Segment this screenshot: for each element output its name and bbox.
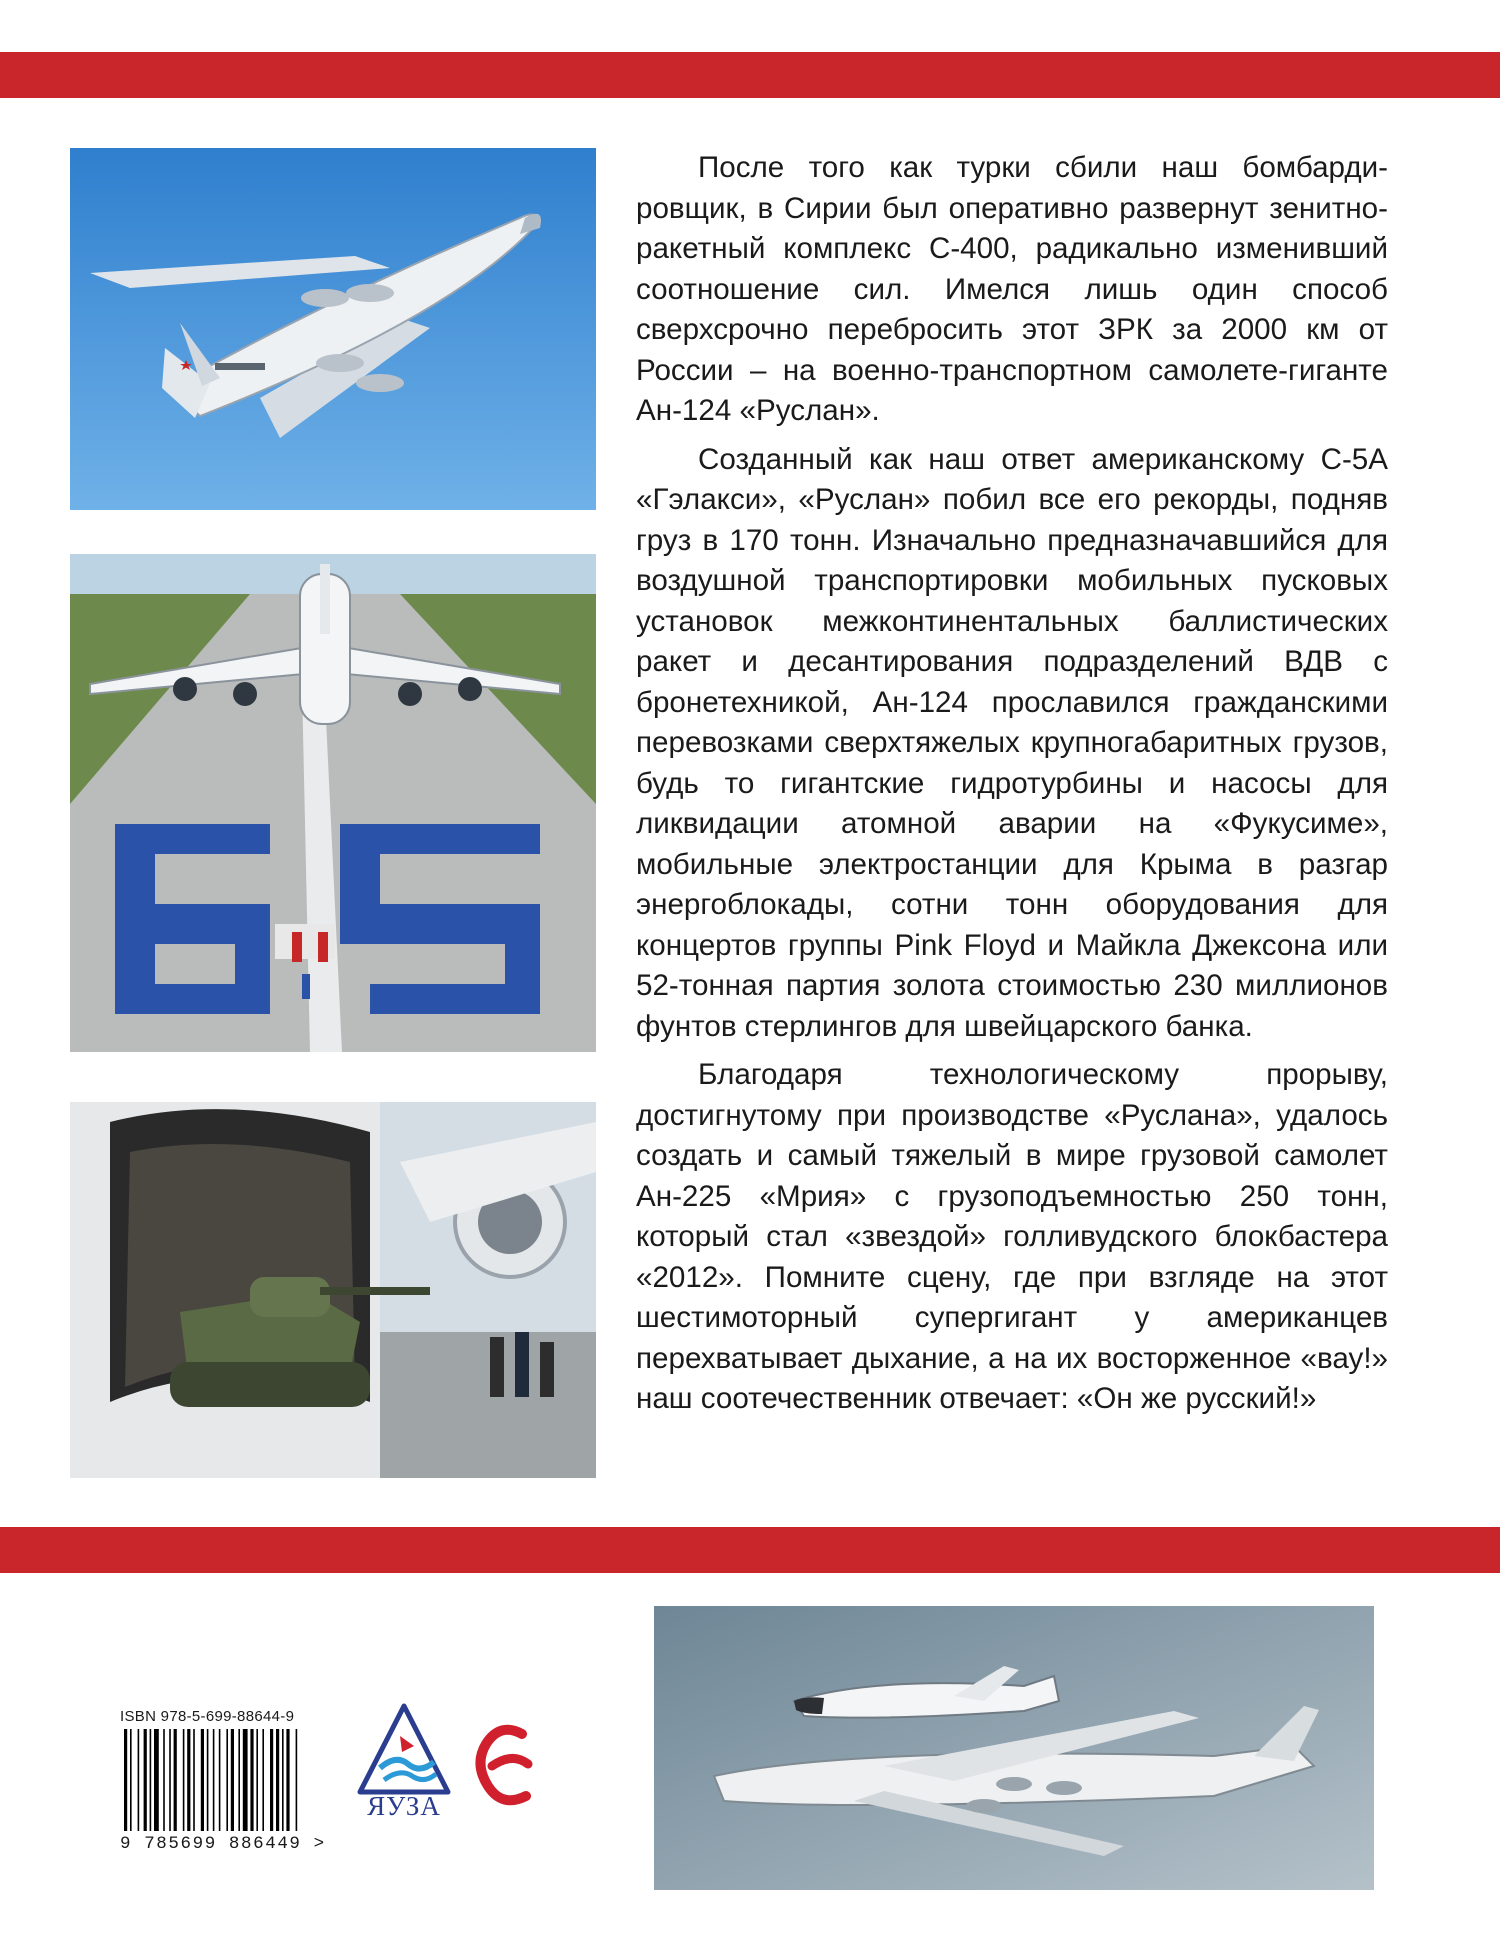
- barcode-bar: [256, 1729, 258, 1831]
- barcode-bar: [201, 1729, 204, 1831]
- paragraph-1: После того как турки сбили наш бомбардировщик, в Сирии был оперативно развернут зенитно-ракетный комплекс С-400, радикально изменивший соотношение сил. Имелся лишь один способ сверхсрочно перебросить этот ЗРК за 2000 км от России – на военно-транспортном самолете-гиганте Ан-124 «Руслан».: [636, 151, 1388, 427]
- barcode-bar: [262, 1729, 264, 1831]
- barcode-bar: [238, 1729, 240, 1831]
- bottom-red-band: [0, 1527, 1500, 1573]
- barcode-bar: [231, 1729, 234, 1831]
- barcode-bar: [213, 1729, 215, 1831]
- barcode-bar: [150, 1729, 152, 1831]
- barcode-bar: [276, 1729, 279, 1831]
- isbn-block: [120, 1708, 326, 1854]
- barcode-bar: [183, 1729, 185, 1831]
- barcode-bar: [226, 1729, 228, 1831]
- barcode-bar: [154, 1729, 159, 1831]
- top-red-band: [0, 52, 1500, 98]
- barcode-bar: [124, 1729, 127, 1831]
- barcode-bar: [144, 1729, 147, 1831]
- eksmo-logo-icon: [472, 1716, 538, 1816]
- barcode-bar: [174, 1729, 177, 1831]
- barcode-bar: [130, 1729, 132, 1831]
- tank-loading-photo: [70, 1102, 596, 1478]
- barcode-bar: [282, 1729, 284, 1831]
- barcode-bar: [296, 1729, 298, 1831]
- barcode-bar: [270, 1729, 273, 1831]
- yauza-logo-text: ЯУЗА: [367, 1791, 441, 1821]
- barcode-bar: [169, 1729, 171, 1831]
- barcode-bar: [193, 1729, 195, 1831]
- yauza-emblem-icon: [356, 1702, 452, 1798]
- paragraph-2: Созданный как наш ответ американскому С-5А «Гэлакси», «Руслан» побил все его рекорды, подняв груз в 170 тонн. Изначально предназначавшийся для воздушной транспортировки мобильных пусковых установок межконтинентальных баллистических ракет и десантирования подразделений ВДВ с бронетехникой, Ан-124 прославился гражданскими перевозками сверхтяжелых крупногабаритных грузов, будь то гигантские гидротурбины и насосы для ликвидации атомной аварии на «Фукусиме», мобильные электростанции для Крыма в разгар энергоблокады, сотни тонн оборудования для концертов группы Pink Floyd и Майкла Джексона или 52-тонная партия золота стоимостью 230 миллионов фунтов стерлингов для швейцарского банка.: [636, 442, 1388, 1043]
- barcode-icon: [124, 1729, 320, 1831]
- paragraph-3: Благодаря технологическому прорыву, достигнутому при производстве «Руслана», удалось создать и самый тяжелый в мире грузовой самолет Ан-225 «Мрия» с грузоподъемностью 250 тонн, который стал «звездой» голливудского блокбастера «2012». Помните сцену, где при взгляде на этот шестимоторный супергигант у американцев перехватывает дыхание, а на их восторженное «вау!» наш соотечественник отвечает: «Он же русский!»: [636, 1058, 1388, 1415]
- an124-runway-formation-photo: [70, 554, 596, 1052]
- isbn-text: ISBN 978-5-699-88644-9: [120, 1708, 295, 1725]
- barcode-bar: [250, 1729, 253, 1831]
- barcode-digits: 9 785699 886449 >: [120, 1834, 326, 1854]
- yauza-publisher-logo: [356, 1702, 452, 1822]
- barcode-bar: [163, 1729, 165, 1831]
- barcode-bar: [207, 1729, 209, 1831]
- barcode-bar: [187, 1729, 190, 1831]
- barcode-bar: [219, 1729, 221, 1831]
- barcode-bar: [243, 1729, 248, 1831]
- an124-in-flight-photo: [70, 148, 596, 510]
- barcode-bar: [138, 1729, 140, 1831]
- description-text: [636, 148, 1388, 1428]
- an225-with-buran-photo: [654, 1606, 1374, 1890]
- barcode-bar: [286, 1729, 289, 1831]
